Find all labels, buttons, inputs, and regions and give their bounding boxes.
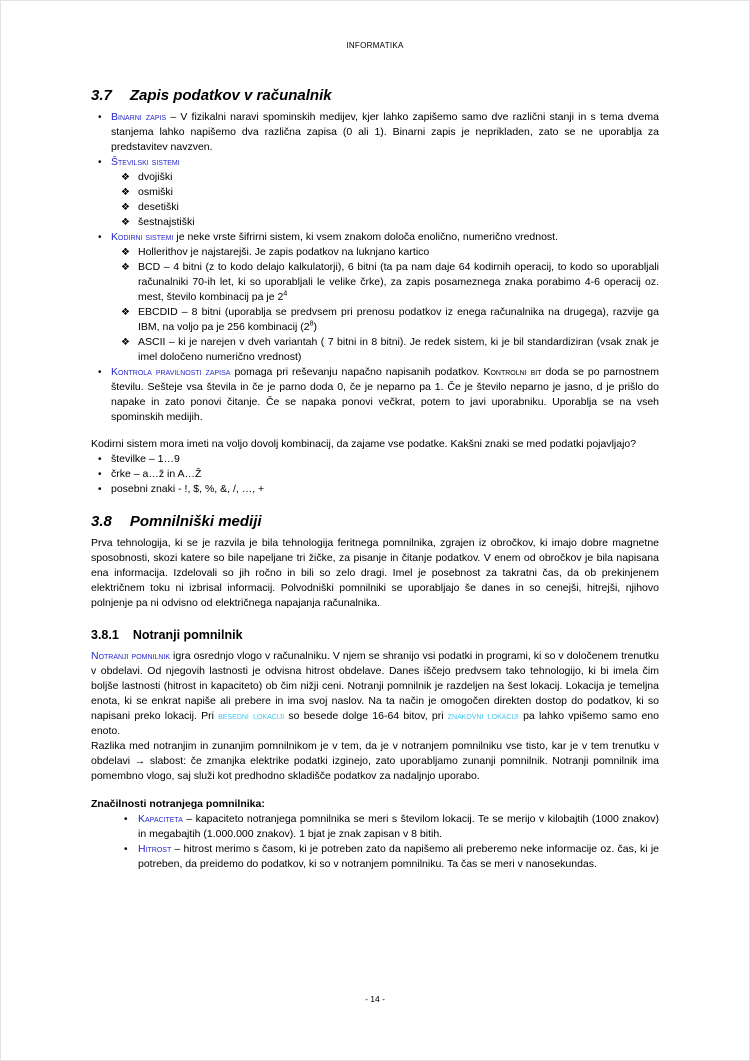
paragraph: [91, 437, 659, 452]
page-number: - 14 -: [365, 994, 385, 1004]
list-item-text: [111, 467, 659, 482]
text-segment: pa lahko vpišemo samo eno enoto.: [91, 710, 662, 737]
list-item-text: [138, 260, 662, 305]
bold-label: [91, 797, 659, 812]
section-heading: [91, 514, 659, 529]
list-item: [91, 200, 659, 215]
text-segment: – V fizikalni naravi spominskih medijev, kjer lahko zapišemo samo dve različni stanji in s tema dvema stanjema lahko napišemo dva različna zapisa (0 ali 1). Binarni zapis je neprikladen, zato se ne uporablja za predstavitev navzven.: [111, 111, 662, 153]
key-term: Hitrost: [138, 843, 172, 855]
paragraph: [91, 739, 662, 784]
text-segment: je neke vrste šifrirni sistem, ki vsem znakom določa enolično, numerično vrednost.: [173, 231, 559, 243]
text-segment: BCD – 4 bitni (z to kodo delajo kalkulatorji), 6 bitni (ta pa nam daje 64 kodirnih operacij, to kodo so uporabljali računalniki 70-ih let, ki so uporabljali le velike črke), za zapis posameznega znaka porabimo 4-6 operacij oz. mest, število kombinacij pa je 2: [138, 261, 662, 303]
section-title: Zapis podatkov v računalnik: [129, 87, 332, 104]
section-title: Pomnilniški mediji: [129, 513, 262, 530]
dot-bullet-icon: •: [124, 814, 128, 825]
list-item: [91, 155, 659, 170]
list-item-text: [138, 215, 659, 230]
dot-bullet-icon: •: [124, 844, 128, 855]
key-term: Kontrola pravilnosti zapisa: [111, 366, 231, 378]
header-title: INFORMATIKA: [346, 41, 404, 50]
section-number: 3.7: [91, 87, 112, 104]
key-term: Notranji pomnilnik: [91, 650, 171, 662]
dot-bullet-icon: •: [98, 484, 102, 495]
text-segment: 4: [283, 290, 288, 298]
dot-bullet-icon: •: [98, 454, 102, 465]
list-item: [91, 215, 659, 230]
text-segment: igra osrednjo vlogo v računalniku. V njem se shranijo vsi podatki in programi, ki so v določenem trenutku v obdelavi. Od njegovih lastnosti je odvisna hitrost obdelave. Danes iščejo predvsem tako tehnologijo, ki bi imela čim boljše lastnosti (hitrost in kapaciteto) ob čim nižji ceni. Notranji pomnilnik je razdeljen na šest lokacij. Lokacija je temeljna enota, ki se enkrat napiše ali prebere in ima svoj naslov. Na ta način je omogočen direkten dostop do podatkov, ki so napisani preko lokacij. Pri: [91, 650, 662, 722]
list-item-text: [138, 185, 659, 200]
text-segment: 8: [309, 320, 314, 328]
page-header: [1, 1, 749, 50]
text-segment: Hollerithov je najstarejši. Je zapis podatkov na luknjano kartico: [138, 246, 430, 258]
document-content: [91, 50, 662, 872]
paragraph: [91, 536, 662, 611]
key-term: Kapaciteta: [138, 813, 183, 825]
list-item: [91, 305, 662, 335]
text-segment: doda se po parnostnem številu. Sešteje vsa števila in če je parno doda 0, če je neparno pa 1. Če je število neparno je jasno, d je prišlo do napake in zato ponovi čitanje. Če se napaka ponovi večkrat, potem to javi uporabniku. Uporablja se na vseh spominskih medijih.: [111, 366, 662, 423]
list-item: [91, 812, 662, 842]
text-segment: – kapaciteto notranjega pomnilnika se meri s številom lokacij. Te se merijo v kilobajtih (1000 znakov) in megabajtih (1.000.000 znakov). 1 bjat je znak zapisan v 8 bitih.: [138, 813, 662, 840]
dot-bullet-icon: •: [98, 367, 102, 378]
page-footer: [1, 994, 749, 1004]
text-segment: posebni znaki - !, $, %, &, /, …, +: [111, 483, 265, 495]
diamond-bullet-icon: ❖: [121, 172, 130, 183]
section-title: Notranji pomnilnik: [132, 628, 243, 642]
list-item: [91, 365, 662, 425]
text-segment: ASCII – ki je narejen v dveh variantah ( 7 bitni in 8 bitni). Je redek sistem, ki je bil standardiziran (vsak znak je imel določeno numerično vrednost): [138, 336, 662, 363]
list-item-text: [111, 110, 662, 155]
diamond-bullet-icon: ❖: [121, 262, 130, 273]
section-heading: [91, 628, 659, 643]
text-segment: Prva tehnologija, ki se je razvila je bila tehnologija feritnega pomnilnika, zgrajen iz obročkov, ki imajo dobre magnetne sposobnosti, skozi katere so bile napeljane tri žičke, za pisanje in čitanje podatkov. V enem od obročkov je bila napisana ena informacija. Izdelovali so jih ročno in bili so zelo dragi. Imel je posebnost za takratni čas, da ob prekinjenem električnem toku ni izbrisal informacij. Polvodniški pomnilniki se uporabljajo še danes in so cenejši, hitrejši, njihovo polnjenje pa ni odvisno od električnega napajanja računalnika.: [91, 537, 662, 609]
key-term: Kodirni sistemi: [111, 231, 174, 243]
list-item: [91, 335, 662, 365]
text-segment: ): [313, 321, 317, 333]
key-term: Številski sistemi: [111, 156, 180, 168]
list-item: [91, 842, 662, 872]
diamond-bullet-icon: ❖: [121, 217, 130, 228]
section-heading: [91, 88, 659, 103]
list-item: [91, 170, 659, 185]
list-item: [91, 467, 659, 482]
text-segment: Kontrolni bit: [483, 366, 542, 378]
dot-bullet-icon: •: [98, 232, 102, 243]
list-item: [91, 245, 659, 260]
text-segment: so besede dolge 16-64 bitov, pri: [284, 710, 448, 722]
list-item-text: [138, 245, 659, 260]
section-number: 3.8.1: [91, 628, 119, 642]
list-item: [91, 110, 662, 155]
list-item: [91, 482, 659, 497]
text-segment: desetiški: [138, 201, 179, 213]
dot-bullet-icon: •: [98, 469, 102, 480]
list-item: [91, 452, 659, 467]
list-item: [91, 260, 662, 305]
list-item-text: [111, 230, 659, 245]
text-segment: dvojiški: [138, 171, 173, 183]
list-item-text: [111, 482, 659, 497]
section-number: 3.8: [91, 513, 112, 530]
list-item-text: [111, 155, 659, 170]
dot-bullet-icon: •: [98, 112, 102, 123]
diamond-bullet-icon: ❖: [121, 337, 130, 348]
list-item-text: [138, 842, 662, 872]
list-item-text: [138, 812, 662, 842]
list-item: [91, 230, 659, 245]
text-segment: pomaga pri reševanju napačno napisanih podatkov.: [230, 366, 484, 378]
diamond-bullet-icon: ❖: [121, 307, 130, 318]
key-term: znakovni lokaciji: [447, 710, 519, 722]
text-segment: številke – 1…9: [111, 453, 180, 465]
list-item-text: [138, 305, 662, 335]
list-item: [91, 185, 659, 200]
text-segment: Značilnosti notranjega pomnilnika:: [91, 798, 265, 810]
list-item-text: [138, 200, 659, 215]
list-item-text: [138, 335, 662, 365]
dot-bullet-icon: •: [98, 157, 102, 168]
list-item-text: [111, 365, 662, 425]
text-segment: – hitrost merimo s časom, ki je potreben zato da napišemo ali preberemo neke informacije oz. čas, ki je potreben, da preidemo do podatkov, ki so v notranjem pomnilniku. Ta čas se meri v nanosekundas.: [138, 843, 662, 870]
diamond-bullet-icon: ❖: [121, 202, 130, 213]
paragraph: [91, 649, 662, 739]
list-item-text: [138, 170, 659, 185]
text-segment: Razlika med notranjim in zunanjim pomnilnikom je v tem, da je v notranjem pomnilniku vse tisto, kar je v tem trenutku v obdelavi → slabost: če zmanjka elektrike podatki izginejo, zato uporabljamo zunanji pomnilnik. Notranji pomnilnik ima pomembno vlogo, saj služi kot predhodno skladišče podatkov za nadaljnjo uporabo.: [91, 740, 662, 782]
list-item-text: [111, 452, 659, 467]
text-segment: EBCDID – 8 bitni (uporablja se predvsem pri prenosu podatkov iz enega računalnika na drugega), razvije ga IBM, na voljo pa je 256 kombinacij (2: [138, 306, 662, 333]
diamond-bullet-icon: ❖: [121, 247, 130, 258]
text-segment: črke – a…ž in A…Ž: [111, 468, 202, 480]
key-term: Binarni zapis: [111, 111, 167, 123]
diamond-bullet-icon: ❖: [121, 187, 130, 198]
text-segment: osmiški: [138, 186, 174, 198]
text-segment: Kodirni sistem mora imeti na voljo dovolj kombinacij, da zajame vse podatke. Kakšni znaki se med podatki pojavljajo?: [91, 438, 637, 450]
text-segment: šestnajstiški: [138, 216, 195, 228]
key-term: besedni lokaciji: [218, 710, 285, 722]
